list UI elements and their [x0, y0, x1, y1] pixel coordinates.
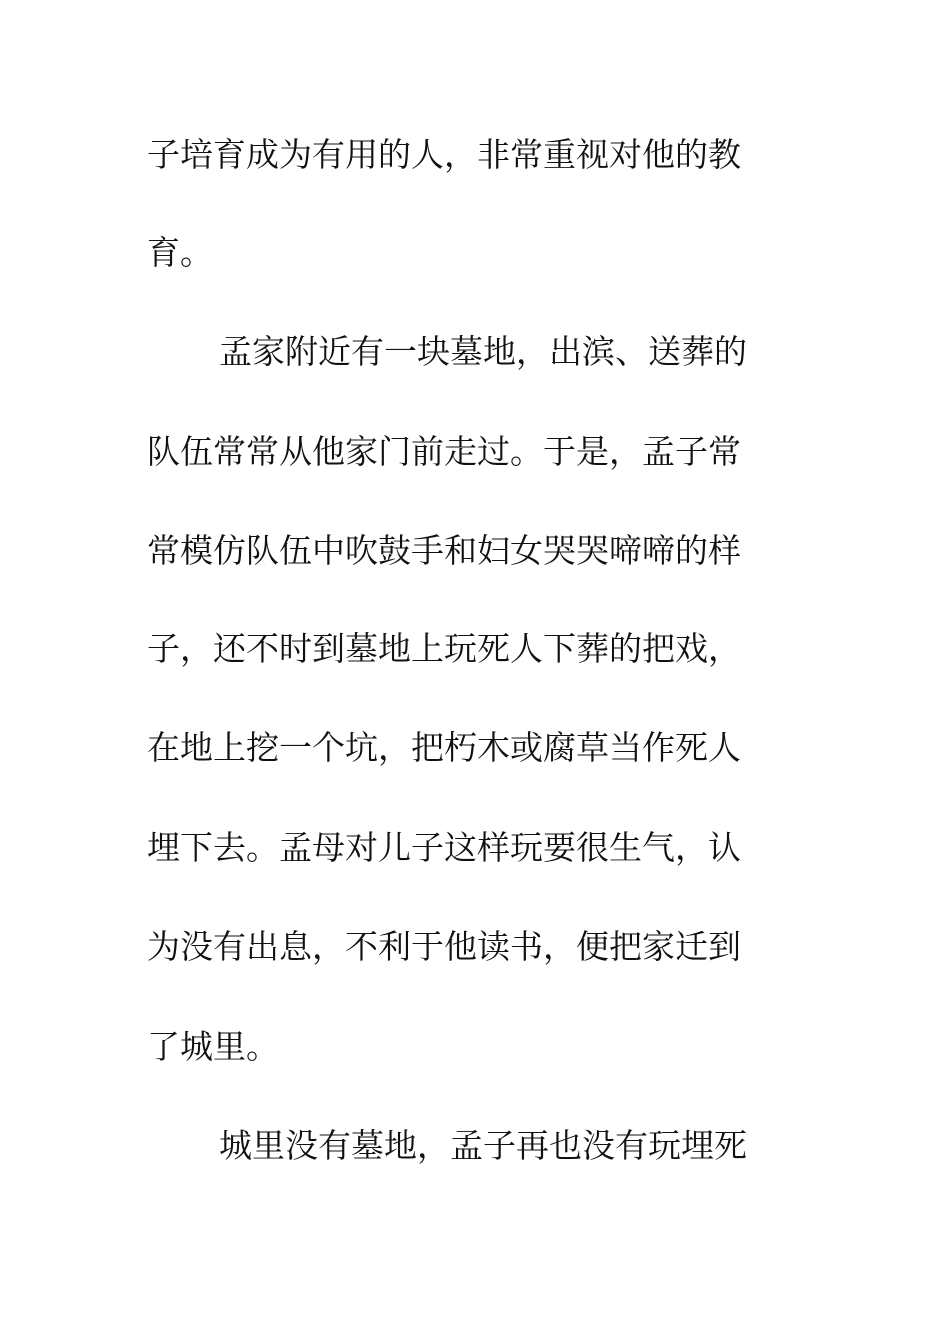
text-line-8: 埋下去。孟母对儿子这样玩要很生气，认 [147, 828, 741, 867]
text-line-1: 子培育成为有用的人，非常重视对他的教 [147, 135, 741, 174]
text-line-4: 队伍常常从他家门前走过。于是，孟子常 [147, 432, 741, 471]
text-line-6: 子，还不时到墓地上玩死人下葬的把戏， [147, 629, 741, 668]
text-line-10: 了城里。 [147, 1027, 279, 1066]
text-line-7: 在地上挖一个坑，把朽木或腐草当作死人 [147, 728, 741, 767]
text-line-5: 常模仿队伍中吹鼓手和妇女哭哭啼啼的样 [147, 531, 741, 570]
paragraph-start-line-11: 城里没有墓地，孟子再也没有玩埋死 [219, 1126, 747, 1165]
paragraph-start-line-3: 孟家附近有一块墓地，出滨、送葬的 [219, 332, 747, 371]
text-line-2: 育。 [147, 233, 213, 272]
text-line-9: 为没有出息，不利于他读书，便把家迁到 [147, 927, 741, 966]
